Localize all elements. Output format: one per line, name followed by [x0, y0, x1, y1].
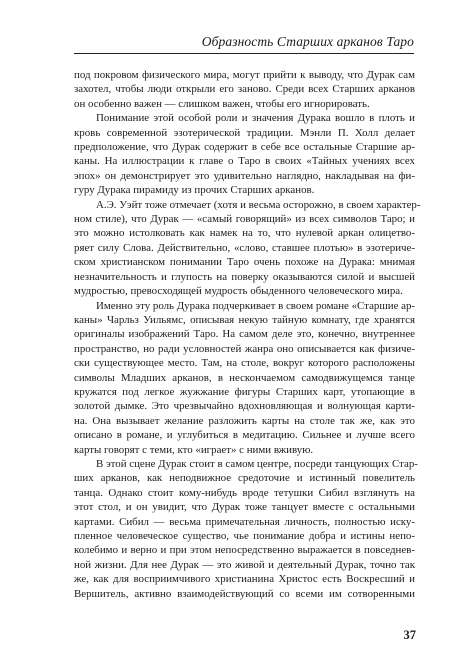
- text-line: ряет силу Слова. Действительно, «слово, ставшее плотью» в эзотериче-: [74, 241, 415, 254]
- running-header-title: Образность Старших арканов Таро: [201, 34, 414, 49]
- text-line: на. Она вызывает желание разложить карты на столе так же, как это: [74, 414, 415, 427]
- text-line: карты говорят с теми, кто «играет» с ними вживую.: [74, 443, 314, 456]
- text-line: под покровом физического мира, могут прийти к выводу, что Дурак сам: [74, 69, 415, 81]
- text-line: Вершитель, активно взаимодействующий со всеми им сотворенными: [74, 587, 415, 600]
- paragraph: [74, 111, 415, 197]
- text-line: каны» Чарльз Уильямс, описывая некую тайную комнату, где хранятся: [74, 313, 415, 326]
- text-line: кровь современной эзотерической традиции. Мэнли П. Холл делает: [74, 126, 415, 139]
- text-line: золотой дымке. Это чрезвычайно вдохновляющая и волнующая карти-: [74, 400, 415, 413]
- text-line: ном стиле), что Дурак — «самый говорящий» из всех символов Таро; и: [74, 213, 415, 226]
- text-line: он особенно важен — слишком важен, чтобы его игнорировать.: [74, 97, 370, 110]
- text-line: В этой сцене Дурак стоит в самом центре, посреди танцующих Стар-: [96, 457, 418, 470]
- text-line: оригиналы изображений Таро. На самом деле это, конечно, внутреннее: [74, 328, 415, 341]
- text-line: ших арканов, как неподвижное средоточие и истинный повелитель: [74, 472, 415, 485]
- body-text: [74, 68, 421, 601]
- text-line: Понимание этой особой роли и значения Дурака вошло в плоть и: [96, 112, 415, 125]
- paragraph: [74, 457, 418, 601]
- page-number: 37: [403, 628, 416, 642]
- text-line: символы Младших арканов, в нескончаемом самодвижущемся танце: [74, 371, 415, 384]
- text-line: кружатся под легкое жужжание фигуры Старших карт, утопающие в: [74, 385, 415, 398]
- text-line: ском христианском понимании Таро очень похоже на Дурака: мнимая: [74, 256, 415, 269]
- text-line: ски существующее место. Там, на столе, вокруг которого расположены: [74, 357, 415, 370]
- text-line: гуру Дурака пирамиду из прочих Старших арканов.: [74, 184, 315, 197]
- text-line: танца. Однако стоит кому-нибудь вроде тетушки Сибил взглянуть на: [74, 486, 415, 499]
- text-line: картами. Сибил — весьма примечательная личность, полностью иску-: [74, 515, 415, 528]
- text-line: эпох» он демонстрирует это удивительно наглядно, накладывая на фи-: [74, 169, 415, 182]
- text-line: каны. На иллюстрации к главе о Таро в своих «Тайных учениях всех: [74, 155, 415, 168]
- text-line: пространство, но ради условностей жанра оно описывается как физиче-: [74, 342, 415, 355]
- paragraph: [74, 198, 421, 299]
- text-line: захотел, чтобы люди открыли его заново. Среди всех Старших арканов: [74, 83, 415, 96]
- text-line: Именно эту роль Дурака подчеркивает в своем романе «Старшие ар-: [96, 299, 416, 312]
- text-line: А.Э. Уэйт тоже отмечает (хотя и весьма осторожно, в своем характер-: [96, 198, 421, 211]
- paragraph: [74, 299, 415, 457]
- paragraph: [74, 68, 415, 111]
- text-line: же, как для восприимчивого христианина Христос есть Воскресший и: [74, 573, 415, 586]
- running-header: [74, 28, 414, 54]
- text-line: ной жизни. Для нее Дурак — это живой и деятельный Дурак, точно так: [74, 558, 415, 571]
- text-line: предположение, что Дурак содержит в себе все остальные Старшие ар-: [74, 141, 415, 154]
- text-line: это можно истолковать как намек на то, что нулевой аркан олицетво-: [74, 227, 415, 240]
- text-line: мудростью, превосходящей мудрость обыденного человеческого мира.: [74, 285, 403, 298]
- text-line: колебимо и верно и при этом непосредственно выражается в повседнев-: [74, 544, 415, 557]
- text-line: незначительность и глупость на поверку оказываются силой и высшей: [74, 270, 415, 283]
- text-line: этот стол, и он увидит, что Дурак тоже танцует вместе с остальными: [74, 501, 415, 514]
- text-line: описано в романе, и углубиться в медитацию. Сильнее и лучше всего: [74, 429, 415, 442]
- text-line: пленное человеческое существо, чье понимание добра и истины непо-: [74, 530, 415, 542]
